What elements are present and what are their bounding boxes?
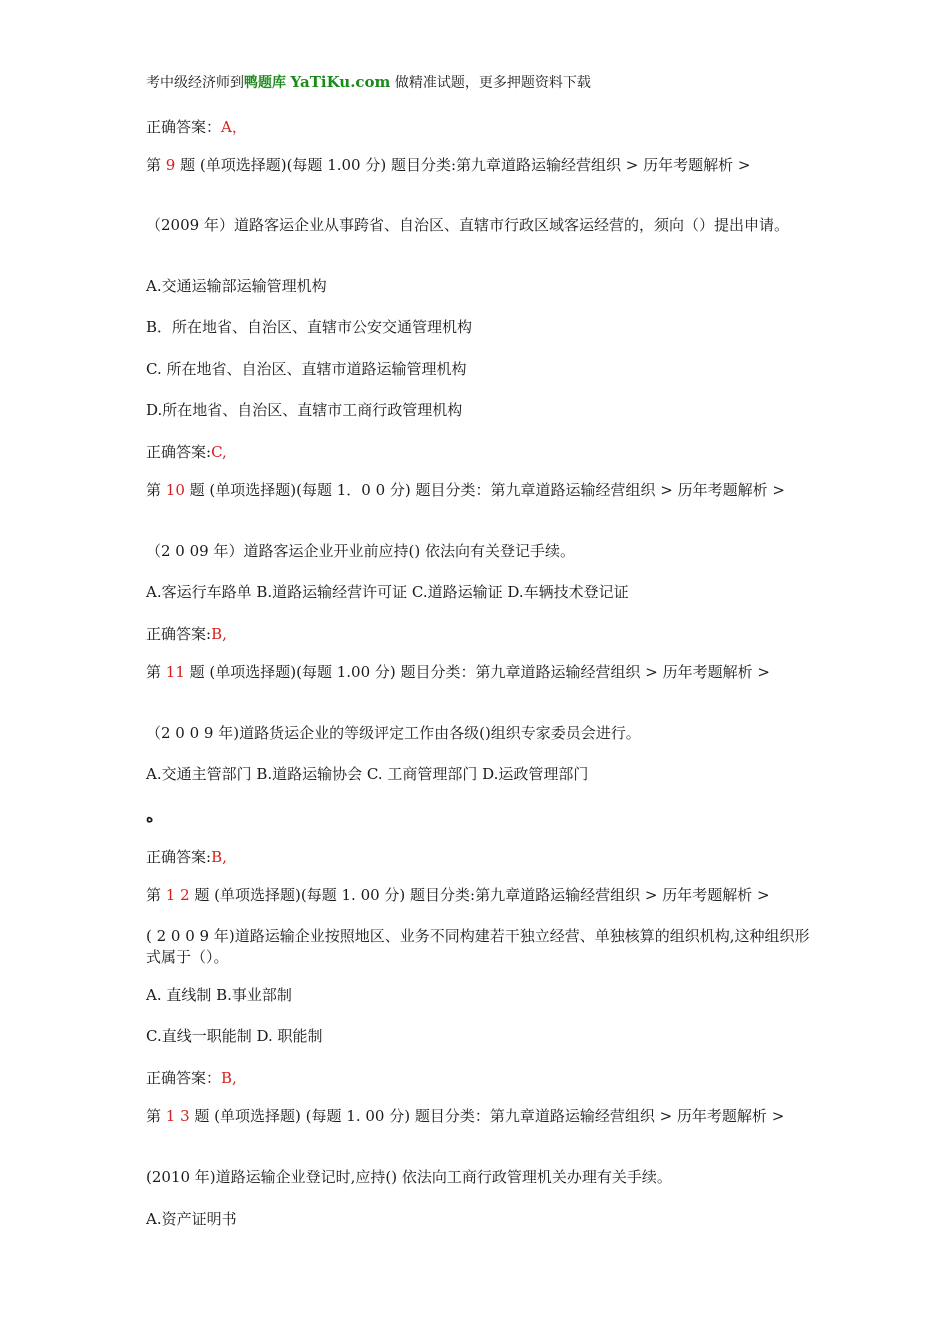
q11-answer (146, 847, 227, 867)
question-meta: 题 (单项选择题) (每题 1. 00 分) 题目分类：第九章道路运输经营组织 > 历年考题解析 > (189, 1107, 785, 1125)
question-number: 11 (165, 663, 185, 681)
q12-answer (146, 1068, 237, 1088)
q11-heading (146, 662, 810, 683)
q9-option-c: C. 所在地省、自治区、直辖市道路运输管理机构 (146, 360, 467, 378)
question-number: 10 (165, 481, 185, 499)
answer-value: B, (211, 625, 227, 643)
q12-option-ab: A. 直线制 B.事业部制 (146, 986, 292, 1004)
q10-stem: （2 0 09 年）道路客运企业开业前应持() 依法向有关登记手续。 (146, 542, 575, 560)
stray-glyph: ه (146, 810, 154, 826)
q8-answer (146, 117, 247, 137)
answer-value: B, (221, 1069, 237, 1087)
question-meta: 题 (单项选择题)(每题 1.00 分) 题目分类：第九章道路运输经营组织 > 历年考题解析 > (184, 663, 770, 681)
q12-heading (146, 885, 810, 906)
answer-value: C, (211, 443, 227, 461)
q11-stem: （2 0 0 9 年)道路货运企业的等级评定工作由各级()组织专家委员会进行。 (146, 724, 641, 742)
question-prefix: 第 (146, 1107, 166, 1125)
banner-prefix: 考中级经济师到 (146, 75, 244, 91)
q13-heading (146, 1106, 810, 1127)
question-number: 1 2 (165, 886, 190, 904)
brand-name[interactable]: 鸭题库 (244, 75, 286, 91)
answer-label: 正确答案： (146, 1069, 222, 1087)
answer-value: A， (221, 118, 247, 136)
q10-options: A.客运行车路单 B.道路运输经营许可证 C.道路运输证 D.车辆技术登记证 (146, 583, 629, 601)
q9-option-b: B．所在地省、自治区、直辖市公安交通管理机构 (146, 318, 473, 336)
question-number: 9 (165, 156, 176, 174)
question-meta: 题 (单项选择题)(每题 1．0 0 分) 题目分类：第九章道路运输经营组织 > 历年考题解析 > (184, 481, 785, 499)
q9-answer (146, 442, 227, 462)
q12-option-cd: C.直线一职能制 D. 职能制 (146, 1027, 323, 1045)
question-prefix: 第 (146, 886, 166, 904)
q13-option-a: A.资产证明书 (146, 1210, 237, 1228)
question-meta: 题 (单项选择题)(每题 1. 00 分) 题目分类:第九章道路运输经营组织 > 历年考题解析 > (189, 886, 770, 904)
q9-option-d: D.所在地省、自治区、直辖市工商行政管理机构 (146, 401, 463, 419)
q10-answer (146, 624, 227, 644)
header-banner (146, 72, 591, 92)
question-prefix: 第 (146, 663, 166, 681)
q9-heading (146, 155, 810, 176)
answer-label: 正确答案: (146, 848, 212, 866)
answer-value: B, (211, 848, 227, 866)
answer-label: 正确答案: (146, 443, 212, 461)
question-prefix: 第 (146, 156, 166, 174)
q13-stem: (2010 年)道路运输企业登记时,应持() 依法向工商行政管理机关办理有关手续。 (146, 1168, 672, 1186)
answer-label: 正确答案: (146, 625, 212, 643)
site-link[interactable]: YaTiKu.com (290, 73, 391, 91)
question-prefix: 第 (146, 481, 166, 499)
q12-stem: ( 2 0 0 9 年)道路运输企业按照地区、业务不同构建若干独立经营、单独核算的组织机构,这种组织形式属于（）。 (146, 927, 810, 966)
question-number: 1 3 (165, 1107, 190, 1125)
q11-options: A.交通主管部门 B.道路运输协会 C. 工商管理部门 D.运政管理部门 (146, 765, 589, 783)
q9-stem: （2009 年）道路客运企业从事跨省、自治区、直辖市行政区域客运经营的，须向（）提出申请。 (146, 216, 789, 234)
question-meta: 题 (单项选择题)(每题 1.00 分) 题目分类:第九章道路运输经营组织 > 历年考题解析 > (175, 156, 751, 174)
q10-heading (146, 480, 810, 501)
banner-suffix: 做精准试题，更多押题资料下载 (394, 75, 591, 91)
answer-label: 正确答案： (146, 118, 222, 136)
q9-option-a: A.交通运输部运输管理机构 (146, 277, 327, 295)
